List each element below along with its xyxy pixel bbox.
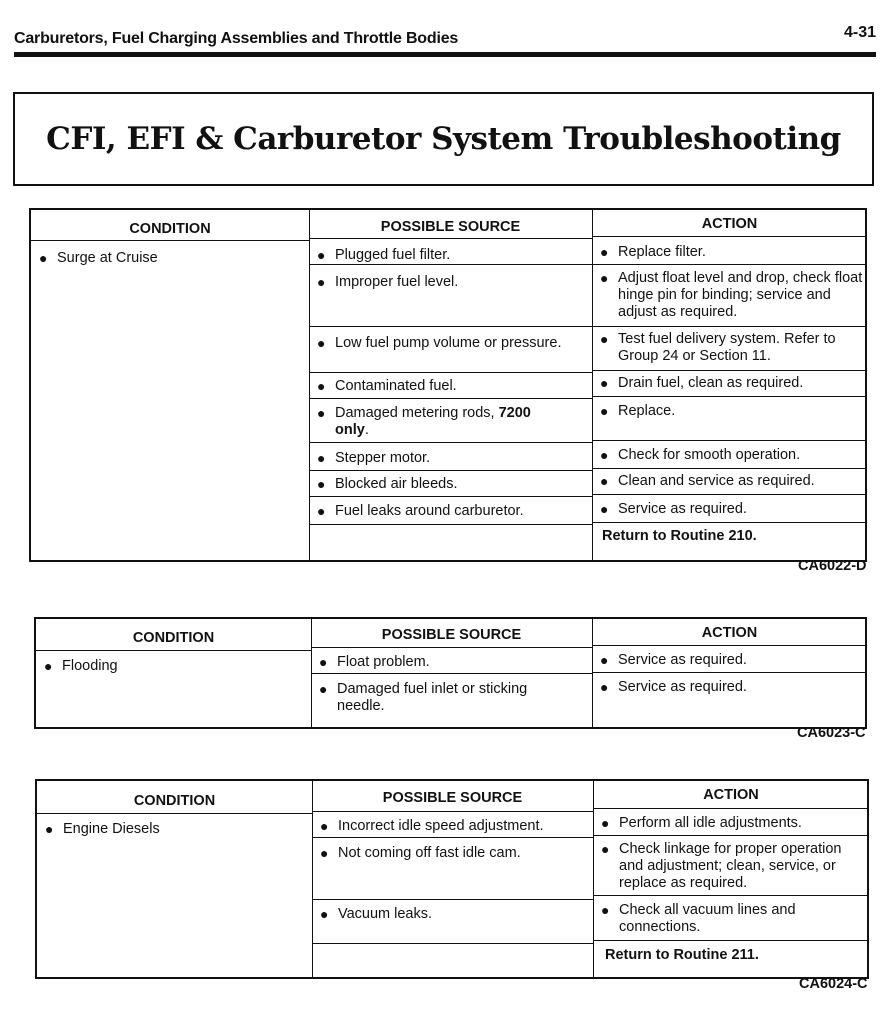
return-routine-text: Return to Routine 211. [605,947,759,963]
return-routine-text: Return to Routine 210. [602,528,757,544]
source-cell: ● Not coming off fast idle cam. [320,845,521,861]
action-cell: ● Service as required. [600,501,747,517]
figure-code: CA6022-D [798,558,867,574]
action-cell: ● Perform all idle adjustments. [601,815,802,831]
source-cell: ● Fuel leaks around carburetor. [317,503,524,519]
condition-cell: ● Surge at Cruise [39,250,158,266]
header-action: ACTION [703,787,759,803]
action-cell: ● Check for smooth operation. [600,447,801,463]
action-cell: ● Clean and service as required. [600,473,815,489]
action-cell: ● Drain fuel, clean as required. [600,375,804,391]
condition-cell: ● Engine Diesels [45,821,160,837]
header-condition: CONDITION [133,793,216,809]
figure-code: CA6023-C [797,725,866,741]
condition-cell: ● Flooding [44,658,118,674]
source-cell: ● Incorrect idle speed adjustment. [320,818,544,834]
header-source: POSSIBLE SOURCE [381,627,522,643]
page-title: CFI, EFI & Carburetor System Troubleshooting [46,121,841,157]
source-cell: ● Damaged fuel inlet or sticking needle. [319,681,528,714]
source-cell: ● Contaminated fuel. [317,378,457,394]
source-cell: ● Improper fuel level. [317,274,459,290]
header-condition: CONDITION [129,221,211,237]
action-cell: ● Adjust float level and drop, check float hinge pin for binding; service and adjust as required. [600,270,863,320]
troubleshooting-table-surge [29,208,867,562]
source-cell: ● Blocked air bleeds. [317,476,458,492]
source-cell: ● Stepper motor. [317,450,431,466]
action-cell: ● Service as required. [600,679,747,695]
title-box [13,92,874,186]
action-cell: ● Test fuel delivery system. Refer to Group 24 or Section 11. [600,331,836,364]
page-header [14,24,876,58]
header-rule [14,52,876,57]
figure-code: CA6024-C [799,976,868,992]
source-cell: ● Damaged metering rods, 7200 only. [317,405,531,438]
troubleshooting-table-flooding [34,617,867,729]
action-cell: ● Replace filter. [600,244,706,260]
header-action: ACTION [701,625,758,641]
troubleshooting-table-diesels [35,779,869,979]
header-source: POSSIBLE SOURCE [380,219,521,235]
header-source: POSSIBLE SOURCE [382,790,523,806]
action-cell: ● Replace. [600,403,676,419]
source-cell: ● Plugged fuel filter. [317,247,451,263]
page-number: 4-31 [843,24,876,41]
action-cell: ● Check all vacuum lines and connections. [601,902,796,935]
source-cell: ● Vacuum leaks. [320,906,433,922]
action-cell: ● Check linkage for proper operation and adjustment; clean, service, or replace as required. [601,841,842,891]
source-cell: ● Low fuel pump volume or pressure. [317,335,562,351]
header-condition: CONDITION [132,630,215,646]
source-cell: ● Float problem. [319,654,430,670]
section-title: Carburetors, Fuel Charging Assemblies and Throttle Bodies [14,30,459,47]
header-action: ACTION [701,216,758,232]
action-cell: ● Service as required. [600,652,747,668]
